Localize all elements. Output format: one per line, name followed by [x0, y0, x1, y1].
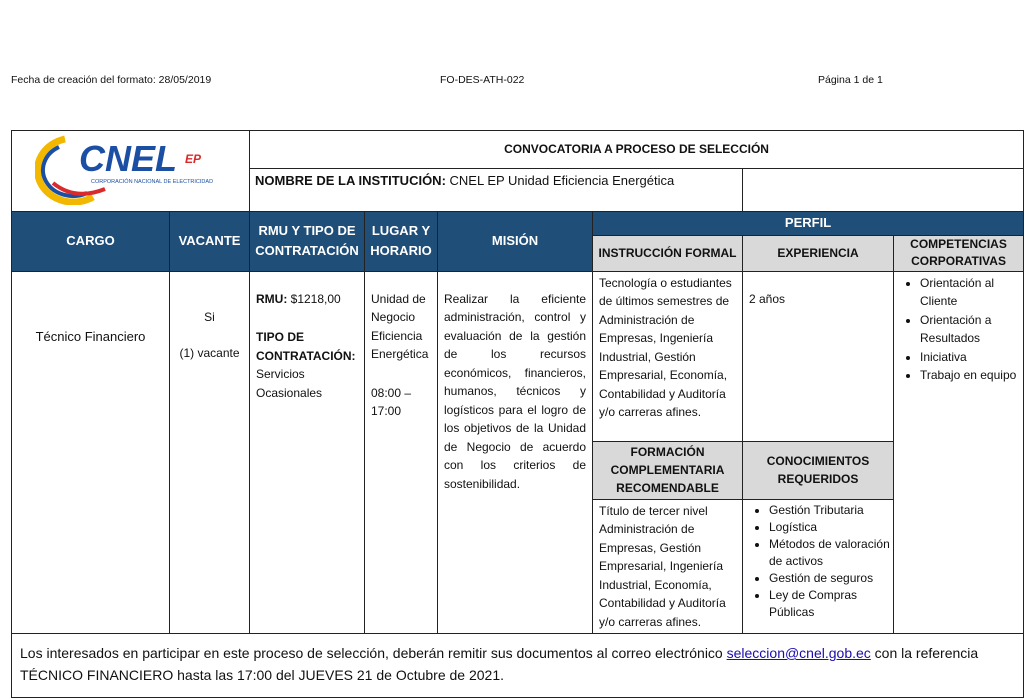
conocimientos-cell	[743, 499, 894, 634]
col-experiencia: EXPERIENCIA	[743, 235, 894, 271]
vacante-count: (1) vacante	[179, 346, 240, 360]
col-lugar: LUGAR Y HORARIO	[365, 211, 438, 271]
selection-process-table	[11, 130, 1024, 698]
company-logo	[12, 131, 250, 212]
competencias-list	[894, 274, 1023, 385]
list-item: • Logística	[769, 519, 893, 536]
tipo-label: TIPO DE CONTRATACIÓN:	[256, 330, 356, 363]
footer-text-after: con la referencia TÉCNICO FINANCIERO hasta las 17:00 del JUEVES 21 de Octubre de 2021.	[20, 645, 979, 683]
col-conocimientos: CONOCIMIENTOS REQUERIDOS	[743, 441, 894, 499]
logo-ep: EP	[184, 152, 201, 166]
col-instruccion: INSTRUCCIÓN FORMAL	[593, 235, 743, 271]
list-item: • Trabajo en equipo	[920, 366, 1023, 385]
page-title: CONVOCATORIA A PROCESO DE SELECCIÓN	[250, 131, 1024, 169]
vacante-cell	[170, 271, 250, 634]
list-item: • Métodos de valoración de activos	[769, 536, 893, 570]
email-link[interactable]: seleccion@cnel.gob.ec	[726, 645, 871, 661]
tipo-value: Servicios Ocasionales	[256, 367, 323, 400]
col-perfil: PERFIL	[593, 211, 1024, 235]
col-mision: MISIÓN	[438, 211, 593, 271]
logo-text: CNEL	[78, 138, 177, 179]
list-item: • Orientación al Cliente	[920, 274, 1023, 311]
format-code: FO-DES-ATH-022	[440, 74, 525, 86]
experiencia-value: 2 años	[743, 271, 894, 441]
competencias-cell	[894, 271, 1024, 634]
vacante-si: Si	[204, 309, 215, 324]
institution-label: NOMBRE DE LA INSTITUCIÓN:	[255, 173, 446, 189]
list-item: • Ley de Compras Públicas	[769, 587, 893, 621]
logo-subtitle: CORPORACIÓN NACIONAL DE ELECTRICIDAD	[90, 179, 213, 185]
cargo-value: Técnico Financiero	[12, 271, 170, 634]
institution-value: CNEL EP Unidad Eficiencia Energética	[445, 173, 675, 189]
institution-blank	[743, 169, 1024, 211]
col-competencias: COMPETENCIAS CORPORATIVAS	[894, 235, 1024, 271]
list-item: • Orientación a Resultados	[920, 311, 1023, 348]
page-number: Página 1 de 1	[818, 74, 883, 86]
rmu-value: $1218,00	[287, 291, 341, 306]
col-formacion: FORMACIÓN COMPLEMENTARIA RECOMENDABLE	[593, 441, 743, 499]
lugar-cell	[365, 271, 438, 634]
institution-name	[250, 169, 743, 211]
col-vacante: VACANTE	[170, 211, 250, 271]
footer-instructions	[12, 634, 1024, 698]
rmu-label: RMU:	[256, 291, 288, 306]
conocimientos-list	[743, 502, 893, 621]
lugar-value: Unidad de Negocio Eficiencia Energética	[371, 291, 429, 361]
col-rmu: RMU Y TIPO DE CONTRATACIÓN	[250, 211, 365, 271]
rmu-cell	[250, 271, 365, 634]
format-creation-date: Fecha de creación del formato: 28/05/2019	[11, 74, 212, 86]
cnel-logo-icon	[35, 131, 227, 205]
mision-value: Realizar la eficiente administración, control y evaluación de la gestión de los recursos económicos, financieros, humanos, técnicos y logísticos para el logro de los objetivos de la Unidad de Negocio de acuerdo con los criterios de sostenibilidad.	[438, 271, 593, 634]
formacion-value: Título de tercer nivel Administración de Empresas, Gestión Empresarial, Ingeniería Industrial, Economía, Contabilidad y Auditoría y/o carreras afines.	[593, 499, 743, 634]
footer-text-before: Los interesados en participar en este proceso de selección, deberán remitir sus documentos al correo electrónico	[20, 645, 727, 661]
list-item: • Iniciativa	[920, 348, 1023, 367]
col-cargo: CARGO	[12, 211, 170, 271]
list-item: • Gestión de seguros	[769, 570, 893, 587]
horario-value: 08:00 – 17:00	[371, 385, 412, 418]
instruccion-value: Tecnología o estudiantes de últimos semestres de Administración de Empresas, Ingeniería Industrial, Gestión Empresarial, Economía, Contabilidad y Auditoría y/o carreras afines.	[593, 271, 743, 441]
list-item: • Gestión Tributaria	[769, 502, 893, 519]
